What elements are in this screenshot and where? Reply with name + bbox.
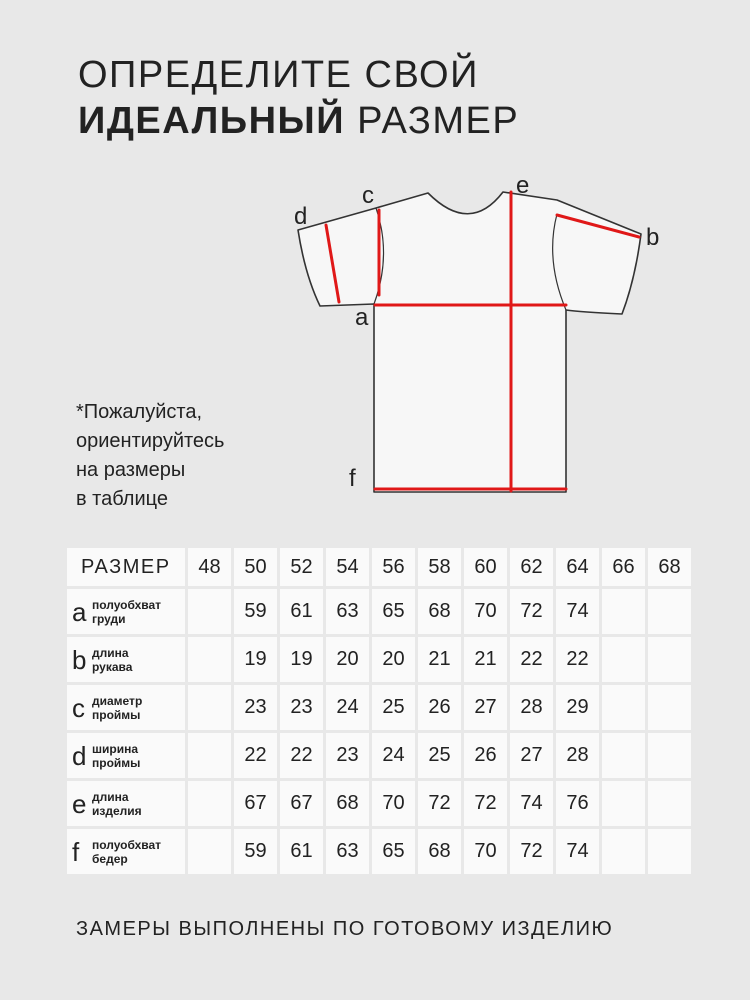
table-cell: 25: [418, 733, 461, 778]
table-cell: 65: [372, 829, 415, 874]
page-title: [78, 52, 519, 144]
size-header-cell: 50: [234, 548, 277, 586]
row-label-content: [67, 685, 185, 730]
row-description-line: ширина: [92, 741, 139, 756]
title-line-2: [78, 98, 519, 144]
table-cell: 23: [326, 733, 369, 778]
table-cell: 68: [326, 781, 369, 826]
table-cell: 25: [372, 685, 415, 730]
table-cell: 76: [556, 781, 599, 826]
row-label: [67, 685, 185, 730]
size-table: [64, 545, 694, 877]
table-cell: 70: [372, 781, 415, 826]
row-description-line: диаметр: [92, 693, 143, 708]
table-cell: [188, 589, 231, 634]
table-cell: [602, 829, 645, 874]
table-cell: 21: [464, 637, 507, 682]
table-cell: 26: [464, 733, 507, 778]
label-f: f: [349, 465, 356, 492]
size-header-cell: 64: [556, 548, 599, 586]
row-letter: a: [72, 596, 87, 627]
table-cell: 61: [280, 829, 323, 874]
size-header-cell: 56: [372, 548, 415, 586]
row-label-content: [67, 637, 185, 682]
table-cell: [648, 685, 691, 730]
table-cell: 22: [280, 733, 323, 778]
row-letter: f: [72, 836, 80, 867]
row-description-line: длина: [92, 789, 129, 804]
row-label: [67, 733, 185, 778]
size-header-cell: 66: [602, 548, 645, 586]
row-description-line: длина: [92, 645, 129, 660]
table-cell: [602, 685, 645, 730]
table-cell: 22: [556, 637, 599, 682]
table-cell: 22: [510, 637, 553, 682]
row-label: [67, 589, 185, 634]
table-cell: 23: [234, 685, 277, 730]
row-description-line: проймы: [92, 707, 141, 722]
row-description-line: проймы: [92, 755, 141, 770]
row-label: [67, 829, 185, 874]
table-cell: 72: [464, 781, 507, 826]
table-cell: 22: [234, 733, 277, 778]
row-label-content: [67, 733, 185, 778]
row-label-content: [67, 781, 185, 826]
table-cell: 67: [234, 781, 277, 826]
table-cell: [602, 733, 645, 778]
table-cell: 67: [280, 781, 323, 826]
row-description-line: груди: [92, 611, 126, 626]
table-cell: 19: [280, 637, 323, 682]
row-description: [92, 742, 140, 770]
table-cell: [188, 637, 231, 682]
note-line: в таблице: [76, 488, 168, 510]
row-description-line: полуобхват: [92, 597, 162, 612]
table-cell: 63: [326, 829, 369, 874]
table-cell: 59: [234, 589, 277, 634]
table-cell: 24: [326, 685, 369, 730]
size-header-cell: 58: [418, 548, 461, 586]
table-cell: 68: [418, 589, 461, 634]
row-label: [67, 781, 185, 826]
table-cell: 20: [326, 637, 369, 682]
table-cell: 28: [510, 685, 553, 730]
row-description-line: изделия: [92, 803, 142, 818]
table-row: [67, 781, 691, 826]
table-cell: 70: [464, 829, 507, 874]
table-row: [67, 829, 691, 874]
table-cell: 74: [556, 589, 599, 634]
table-cell: 28: [556, 733, 599, 778]
row-letter: d: [72, 740, 87, 771]
size-note: [76, 398, 224, 514]
label-a: a: [355, 304, 369, 331]
table-cell: 74: [510, 781, 553, 826]
table-cell: [602, 781, 645, 826]
table-cell: 24: [372, 733, 415, 778]
table-cell: 72: [418, 781, 461, 826]
title-line-1: ОПРЕДЕЛИТЕ СВОЙ: [78, 54, 479, 96]
table-cell: 26: [418, 685, 461, 730]
table-cell: 70: [464, 589, 507, 634]
note-line: ориентируйтесь: [76, 430, 225, 452]
title-rest-word: РАЗМЕР: [357, 100, 520, 142]
table-row: [67, 685, 691, 730]
row-description: [92, 598, 161, 626]
table-cell: [188, 733, 231, 778]
row-description-line: бедер: [92, 851, 128, 866]
label-b: b: [646, 224, 660, 251]
table-cell: [648, 733, 691, 778]
table-cell: 20: [372, 637, 415, 682]
size-header-cell: 62: [510, 548, 553, 586]
table-cell: 27: [510, 733, 553, 778]
table-cell: 65: [372, 589, 415, 634]
title-bold-word: ИДЕАЛЬНЫЙ: [78, 100, 346, 142]
tshirt-outline: [298, 192, 641, 492]
table-cell: 72: [510, 829, 553, 874]
table-cell: [648, 829, 691, 874]
row-description: [92, 694, 142, 722]
table-row: [67, 637, 691, 682]
size-header-cell: 54: [326, 548, 369, 586]
table-cell: 59: [234, 829, 277, 874]
table-cell: 27: [464, 685, 507, 730]
row-label-content: [67, 829, 185, 874]
row-label: [67, 637, 185, 682]
table-cell: 19: [234, 637, 277, 682]
table-row: [67, 733, 691, 778]
note-line: *Пожалуйста,: [76, 401, 203, 423]
row-description: [92, 838, 161, 866]
table-cell: [648, 589, 691, 634]
size-header-label: РАЗМЕР: [67, 548, 185, 586]
size-header-cell: 60: [464, 548, 507, 586]
label-d: d: [294, 203, 308, 230]
table-cell: [648, 781, 691, 826]
table-row: [67, 589, 691, 634]
size-header-cell: 68: [648, 548, 691, 586]
row-description-line: полуобхват: [92, 837, 162, 852]
table-cell: 68: [418, 829, 461, 874]
label-e: e: [516, 172, 530, 199]
row-description: [92, 790, 142, 818]
size-header-cell: 52: [280, 548, 323, 586]
row-label-content: [67, 589, 185, 634]
label-c: c: [362, 182, 374, 209]
table-cell: [188, 685, 231, 730]
row-letter: b: [72, 644, 87, 675]
tshirt-diagram: [280, 168, 700, 508]
table-cell: [602, 589, 645, 634]
table-cell: 29: [556, 685, 599, 730]
row-description-line: рукава: [92, 659, 133, 674]
size-header-cell: 48: [188, 548, 231, 586]
footer-note: ЗАМЕРЫ ВЫПОЛНЕНЫ ПО ГОТОВОМУ ИЗДЕЛИЮ: [76, 918, 614, 940]
row-description: [92, 646, 132, 674]
table-cell: 74: [556, 829, 599, 874]
table-cell: 23: [280, 685, 323, 730]
table-cell: [188, 829, 231, 874]
size-header-row: [67, 548, 691, 586]
table-cell: [188, 781, 231, 826]
table-cell: 61: [280, 589, 323, 634]
note-line: на размеры: [76, 459, 186, 481]
table-cell: [648, 637, 691, 682]
table-cell: 72: [510, 589, 553, 634]
row-letter: c: [72, 692, 85, 723]
row-letter: e: [72, 788, 87, 819]
table-cell: 63: [326, 589, 369, 634]
table-cell: [602, 637, 645, 682]
table-cell: 21: [418, 637, 461, 682]
